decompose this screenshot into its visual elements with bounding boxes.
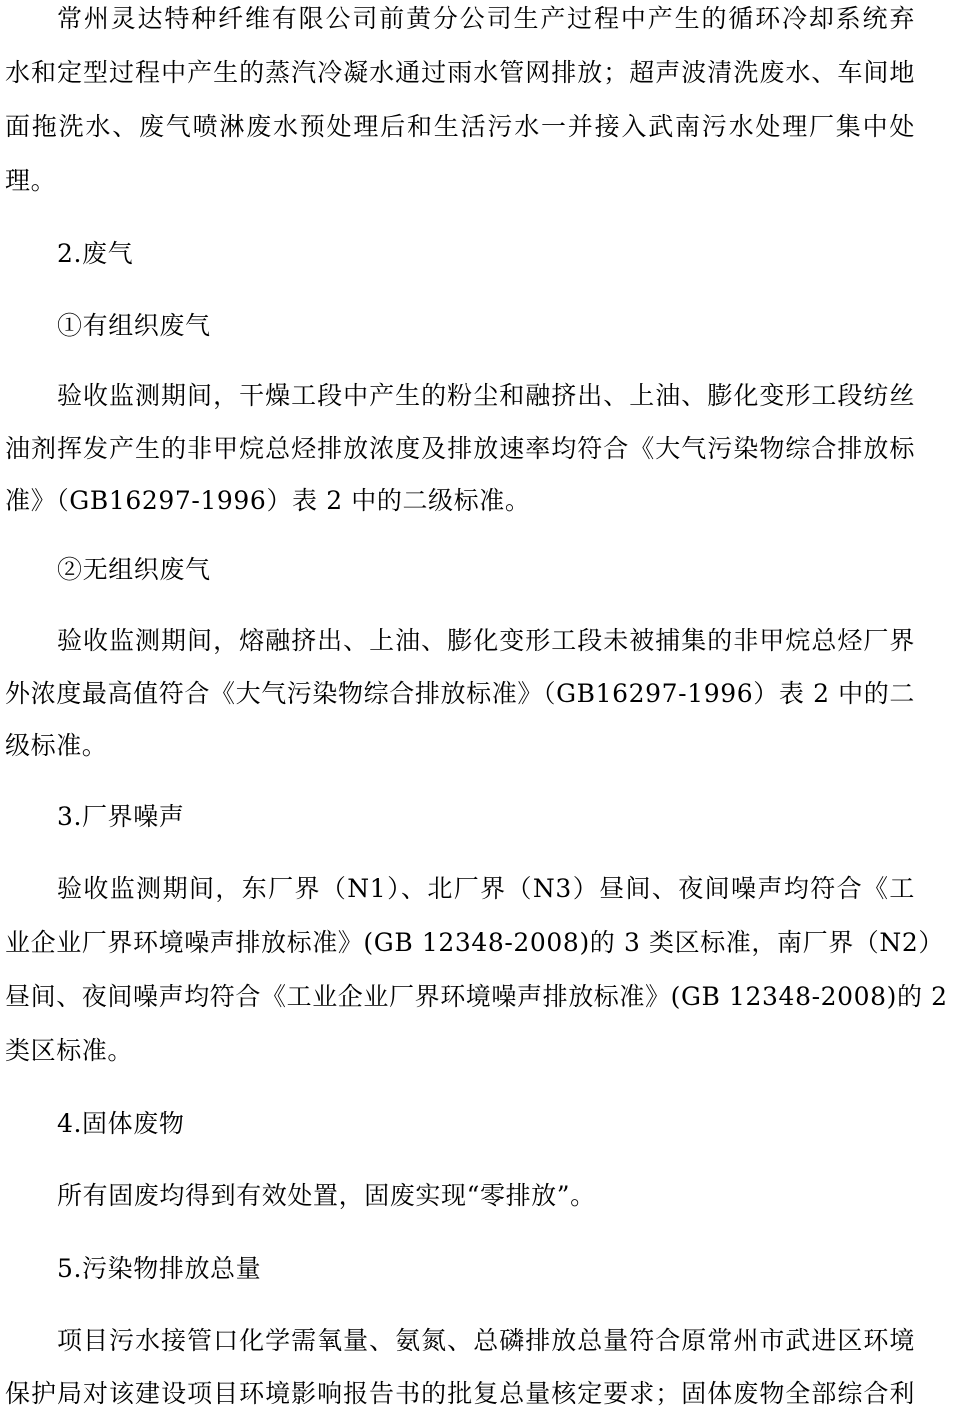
text-line: 外浓度最高值符合《大气污染物综合排放标准》（GB16297-1996）表 2 中的二: [5, 679, 915, 708]
text-line: 面拖洗水、废气喷淋废水预处理后和生活污水一并接入武南污水处理厂集中处: [5, 112, 915, 141]
text-line: 验收监测期间，熔融挤出、上油、膨化变形工段未被捕集的非甲烷总烃厂界: [57, 626, 915, 655]
text-line: 验收监测期间，干燥工段中产生的粉尘和融挤出、上油、膨化变形工段纺丝: [57, 381, 915, 410]
subsection-heading: ②无组织废气: [57, 555, 211, 584]
section-heading: 2.废气: [57, 239, 134, 268]
text-line: 级标准。: [5, 731, 108, 760]
text-line: 验收监测期间，东厂界（N1）、北厂界（N3）昼间、夜间噪声均符合《工: [57, 874, 915, 903]
text-line: 水和定型过程中产生的蒸汽冷凝水通过雨水管网排放；超声波清洗废水、车间地: [5, 58, 915, 87]
text-line: 昼间、夜间噪声均符合《工业企业厂界环境噪声排放标准》(GB 12348-2008)的 2: [5, 982, 948, 1011]
subsection-heading: ①有组织废气: [57, 311, 211, 340]
text-line: 理。: [5, 166, 57, 195]
section-heading: 5.污染物排放总量: [57, 1254, 262, 1283]
text-line: 常州灵达特种纤维有限公司前黄分公司生产过程中产生的循环冷却系统弃: [57, 4, 915, 33]
section-heading: 3.厂界噪声: [57, 802, 185, 831]
section-heading: 4.固体废物: [57, 1109, 185, 1138]
text-line: 业企业厂界环境噪声排放标准》(GB 12348-2008)的 3 类区标准，南厂界（N2）: [5, 928, 944, 957]
text-line: 类区标准。: [5, 1036, 134, 1065]
text-line: 油剂挥发产生的非甲烷总烃排放浓度及排放速率均符合《大气污染物综合排放标: [5, 434, 915, 463]
text-line: 项目污水接管口化学需氧量、氨氮、总磷排放总量符合原常州市武进区环境: [57, 1326, 915, 1355]
text-line: 所有固废均得到有效处置，固废实现“零排放”。: [57, 1181, 596, 1210]
text-line: 保护局对该建设项目环境影响报告书的批复总量核定要求；固体废物全部综合利: [5, 1379, 915, 1408]
text-line: 准》（GB16297-1996）表 2 中的二级标准。: [5, 486, 531, 515]
